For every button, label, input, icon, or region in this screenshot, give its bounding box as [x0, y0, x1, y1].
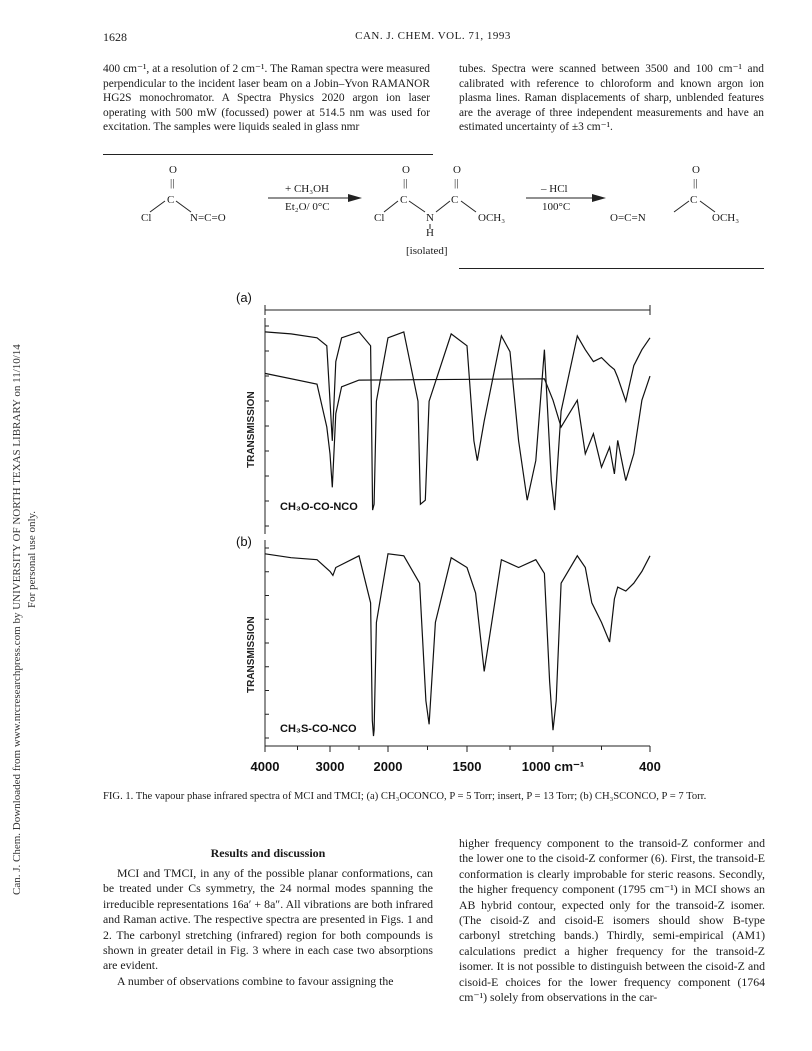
caption-text: FIG. 1. The vapour phase infrared spectra of MCI and TMCI; (a) CH₃OCONCO, P = 5 Torr; insert, P = 13 Torr; (b) CH₃SCONCO, P = 7 Torr. [103, 791, 707, 802]
right-body-text: higher frequency component to the transoid-Z conformer and the lower one to the cisoid-Z conformer (6). First, the transoid-E conformation is clearly improbable for steric reasons. Secondly, the higher frequency component (1795 cm⁻¹) in MCI shows an AB hybrid contour, expected only for the transoid-Z isomer. (The cisoid-Z and cisoid-E isomers should show B-type carbonyl stretching bands.) Thirdly, semi-empirical (AM1) calculations predict a higher frequency for the transoid-Z isomer. It is not possible to distinguish between the cisoid-Z and cisoid-E choices for the lower frequency component (1764 cm⁻¹) solely from observations in the car- [459, 836, 765, 1005]
left-body-para-1: MCI and TMCI, in any of the possible planar conformations, can be treated under Cs symmetry, the 24 normal modes spanning the irreducible representations 16a′ + 8a″. All vibrations are both infrared and Raman active. The respective spectra are presented in Figs. 1 and 2. The carbonyl stretching (infrared) region for both compounds is shown in greater detail in Fig. 3 where in each case two absorptions are evident. [103, 866, 433, 973]
mol2-chlorine: Cl [374, 212, 385, 224]
reaction-scheme [0, 0, 812, 280]
top-right-text: tubes. Spectra were scanned between 3500 and 100 cm⁻¹ and calibrated with reference to chloroform and known argon ion plasma lines. Raman displacements of sharp, unblended features are the average of three independent measurements and have an estimated uncertainty of ±3 cm⁻¹. [459, 63, 764, 134]
mol3-methoxy: OCH₃ [712, 212, 740, 224]
x-tick-label: 2000 [373, 759, 403, 774]
mol2-methoxy: OCH₃ [478, 212, 506, 224]
right-body-column [459, 836, 765, 1005]
mol1-carbon: C [167, 194, 175, 206]
mol1-double-bond: || [170, 177, 175, 189]
x-tick-label: 1000 cm⁻¹ [521, 759, 585, 774]
x-tick-label: 4000 [250, 759, 280, 774]
section-heading: Results and discussion [210, 846, 326, 860]
arrow2-conditions: 100°C [542, 201, 571, 213]
scheme-rule [459, 268, 764, 269]
mol2-double-bond-1: || [403, 177, 408, 189]
mol3-bonds [660, 195, 730, 215]
left-body-para-2: A number of observations combine to favour assigning the [117, 973, 394, 988]
ir-spectra-figure [230, 288, 670, 778]
x-tick-label: 400 [639, 759, 661, 774]
mol2-double-bond-2: || [454, 177, 459, 189]
mol3-oxygen: O [692, 164, 700, 176]
mol1-nco: N=C=O [190, 212, 226, 224]
mol2-oxygen-2: O [453, 164, 461, 176]
series-mci-insert-line [265, 373, 650, 487]
mol1-chlorine: Cl [141, 212, 152, 224]
arrow2-reagent: – HCl [541, 183, 568, 195]
mol2-bonds [372, 195, 492, 235]
mol2-carbon-1: C [400, 194, 408, 206]
x-tick-label: 3000 [315, 759, 345, 774]
mol3-double-bond: || [693, 177, 698, 189]
page-number: 1628 [103, 30, 127, 44]
mol2-hydrogen: H [426, 227, 434, 239]
figure-caption [103, 790, 767, 804]
mol3-isocyanate: O=C=N [610, 212, 646, 224]
series-mci-line [265, 332, 650, 510]
mol2-nitrogen: N [426, 212, 434, 224]
mol1-oxygen: O [169, 164, 177, 176]
personal-use-line: For personal use only. [26, 510, 38, 608]
mol2-isolated-note: [isolated] [406, 245, 448, 257]
compound-a-label: CH₃O-CO-NCO [280, 501, 358, 513]
ir-spectra-svg [230, 288, 670, 778]
series-tmci-line [265, 554, 650, 736]
mol2-oxygen-1: O [402, 164, 410, 176]
mol3-carbon: C [690, 194, 698, 206]
mol2-carbon-2: C [451, 194, 459, 206]
download-line: Can. J. Chem. Downloaded from www.nrcresearchpress.com by UNIVERSITY OF NORTH TEXAS LIBRARY on 11/10/14 [11, 344, 23, 895]
top-left-text: 400 cm⁻¹, at a resolution of 2 cm⁻¹. The Raman spectra were measured perpendicular to the incident laser beam on a Jobin–Yvon RAMANOR HG2S monochromator. A Spectra Physics 2020 argon ion laser operating with 500 mW (focussed) power at 514.5 nm was used for excitation. The samples were liquids sealed in glass nmr [103, 63, 430, 134]
journal-title: CAN. J. CHEM. VOL. 71, 1993 [355, 30, 511, 42]
compound-b-label: CH₃S-CO-NCO [280, 723, 357, 735]
x-tick-label: 1500 [452, 759, 482, 774]
left-body-column [103, 866, 433, 989]
ylabel-b: TRANSMISSION [246, 616, 257, 693]
arrow1-conditions: Et₂O/ 0°C [285, 201, 330, 213]
arrow1-reagent: + CH₃OH [285, 183, 329, 195]
ylabel-a: TRANSMISSION [246, 391, 257, 468]
panel-a-label: (a) [236, 290, 252, 305]
panel-b-label: (b) [236, 534, 252, 549]
mol1-bonds [140, 195, 200, 215]
